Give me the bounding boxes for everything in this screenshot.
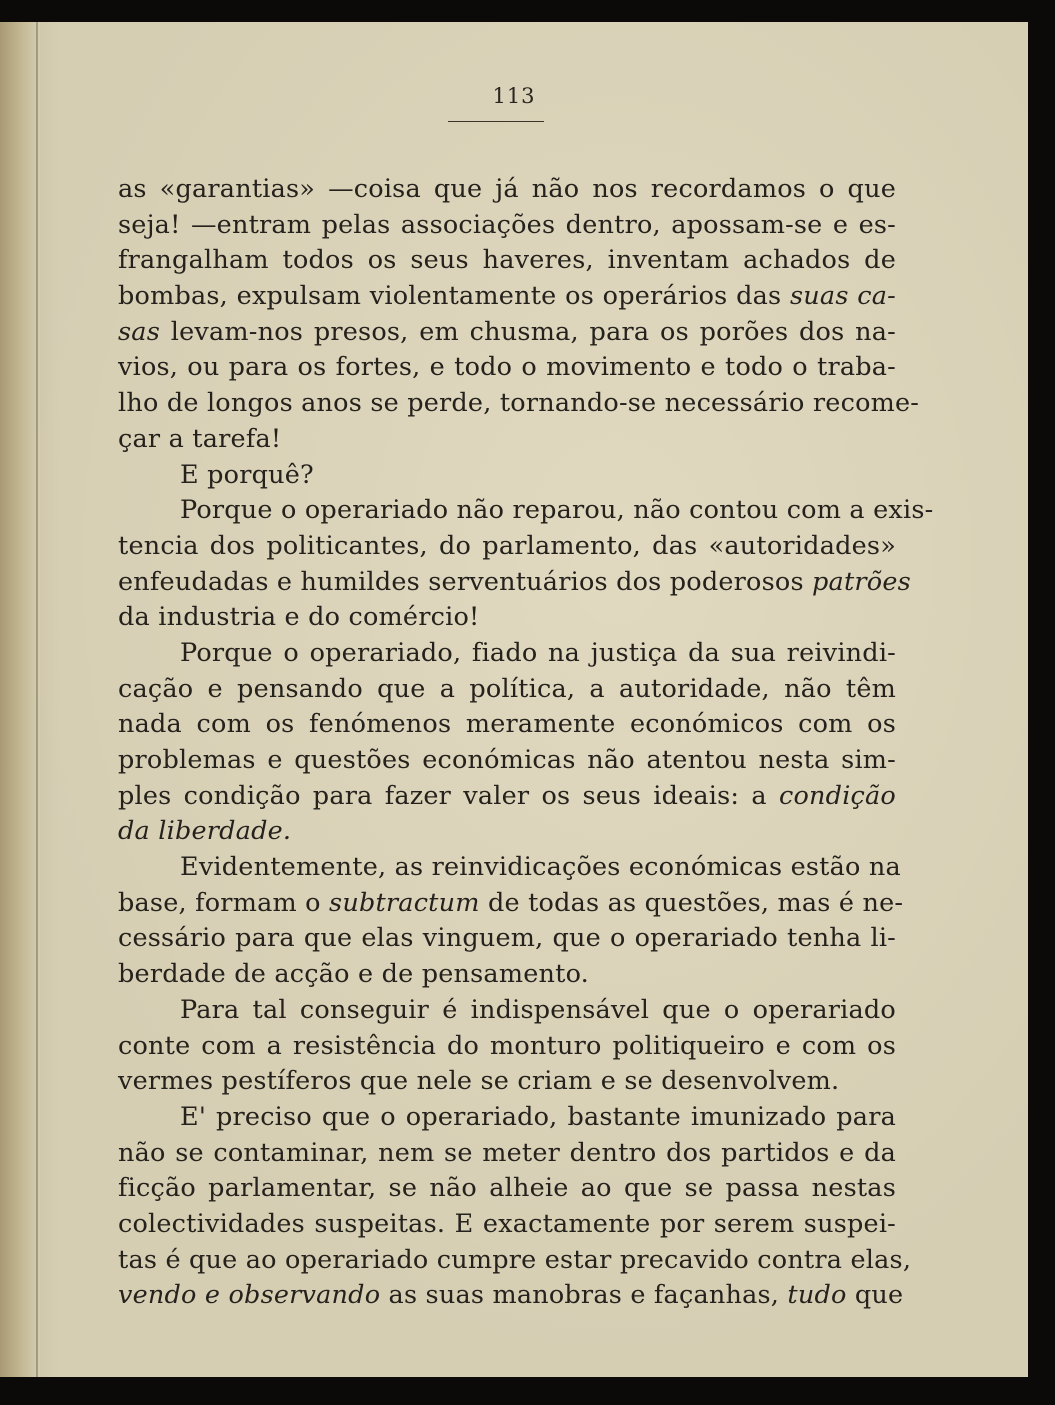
text-line xyxy=(118,172,896,208)
text-segment: conte com a resistência do monturo politiqueiro e com os xyxy=(118,1030,896,1061)
text-line xyxy=(118,422,896,458)
italic-text: tudo xyxy=(787,1280,847,1311)
text-segment: as suas manobras e façanhas, xyxy=(380,1280,788,1311)
text-line xyxy=(118,315,896,351)
text-line xyxy=(118,565,911,601)
text-segment: nada com os fenómenos meramente económicos com os xyxy=(118,709,896,740)
text-segment: levam-nos presos, em chusma, para os porões dos na- xyxy=(159,316,896,347)
text-segment: base, formam o xyxy=(118,887,330,918)
page-number-rule xyxy=(448,121,544,122)
text-line xyxy=(118,1029,896,1065)
binding-edge xyxy=(36,22,38,1377)
text-segment: frangalham todos os seus haveres, inventam achados de xyxy=(118,245,896,276)
text-segment: ficção parlamentar, se não alheie ao que se passa nestas xyxy=(118,1173,896,1204)
text-line xyxy=(118,1207,896,1243)
text-segment: não se contaminar, nem se meter dentro dos partidos e da xyxy=(118,1137,896,1168)
text-segment: ples condição para fazer valer os seus ideais: a xyxy=(118,780,780,811)
italic-text: sas xyxy=(118,316,160,347)
text-segment: Para tal conseguir é indispensável que o operariado xyxy=(180,994,896,1025)
text-segment: vios, ou para os fortes, e todo o movimento e todo o traba- xyxy=(118,352,896,383)
text-line xyxy=(118,993,896,1029)
text-segment: bombas, expulsam violentamente os operários das xyxy=(118,281,791,312)
text-segment: problemas e questões económicas não atentou nesta sim- xyxy=(118,745,896,775)
text-segment: vermes pestíferos que nele se criam e se desenvolvem. xyxy=(118,1066,840,1097)
text-line xyxy=(118,1243,912,1279)
text-line xyxy=(118,957,896,993)
text-line xyxy=(118,636,896,672)
text-line xyxy=(118,1100,896,1136)
text-line xyxy=(118,779,896,815)
text-segment: as «garantias» —coisa que já não nos recordamos o que xyxy=(118,174,896,204)
text-line xyxy=(118,529,896,565)
text-line xyxy=(118,672,896,708)
italic-text: subtractum xyxy=(329,887,480,918)
text-segment: E porquê? xyxy=(180,459,314,490)
text-line xyxy=(118,921,896,957)
text-segment: Evidentemente, as reinvidicações económicas estão na xyxy=(180,852,901,883)
text-line xyxy=(118,743,896,779)
text-segment: tencia dos politicantes, do parlamento, das «autoridades» xyxy=(118,530,896,561)
text-line xyxy=(118,850,901,886)
text-line xyxy=(118,208,896,244)
book-page xyxy=(0,22,1028,1377)
text-line xyxy=(118,886,904,922)
text-segment: Porque o operariado, fiado na justiça da sua reivindi- xyxy=(180,637,896,668)
text-segment: çar a tarefa! xyxy=(118,423,282,454)
text-line xyxy=(118,1064,896,1100)
text-segment: que xyxy=(846,1280,904,1311)
text-line xyxy=(118,814,896,850)
text-line xyxy=(118,707,896,743)
text-line xyxy=(118,279,896,315)
text-segment: tas é que ao operariado cumpre estar precavido contra elas, xyxy=(118,1244,912,1275)
text-line xyxy=(118,350,896,386)
italic-text: suas ca- xyxy=(790,281,897,312)
text-segment: E' preciso que o operariado, bastante imunizado para xyxy=(180,1101,896,1132)
text-line xyxy=(118,458,896,494)
text-segment: da industria e do comércio! xyxy=(118,602,480,633)
italic-text: condição xyxy=(779,780,896,811)
page-number: 113 xyxy=(492,84,536,108)
text-segment: berdade de acção e de pensamento. xyxy=(118,959,589,990)
text-line xyxy=(118,493,934,529)
text-line xyxy=(118,1136,896,1172)
page-binding-shadow xyxy=(0,22,40,1377)
italic-text: vendo e observando xyxy=(118,1280,381,1311)
text-segment: de todas as questões, mas é ne- xyxy=(479,887,904,918)
text-segment: seja! —entram pelas associações dentro, apossam-se e es- xyxy=(118,209,896,240)
italic-text: da liberdade. xyxy=(118,816,292,847)
text-line xyxy=(118,243,896,279)
body-text xyxy=(118,172,934,1314)
text-segment: cessário para que elas vinguem, que o operariado tenha li- xyxy=(118,923,896,954)
text-segment: colectividades suspeitas. E exactamente por serem suspei- xyxy=(118,1208,896,1239)
text-segment: enfeudadas e humildes serventuários dos poderosos xyxy=(118,566,813,597)
text-segment: cação e pensando que a política, a autoridade, não têm xyxy=(118,673,896,704)
text-line xyxy=(118,1278,904,1314)
text-segment: lho de longos anos se perde, tornando-se necessário recome- xyxy=(118,388,920,419)
text-line xyxy=(118,600,896,636)
italic-text: patrões xyxy=(812,566,911,597)
text-line xyxy=(118,386,920,422)
text-line xyxy=(118,1171,896,1207)
text-segment: Porque o operariado não reparou, não contou com a exis- xyxy=(180,495,934,526)
